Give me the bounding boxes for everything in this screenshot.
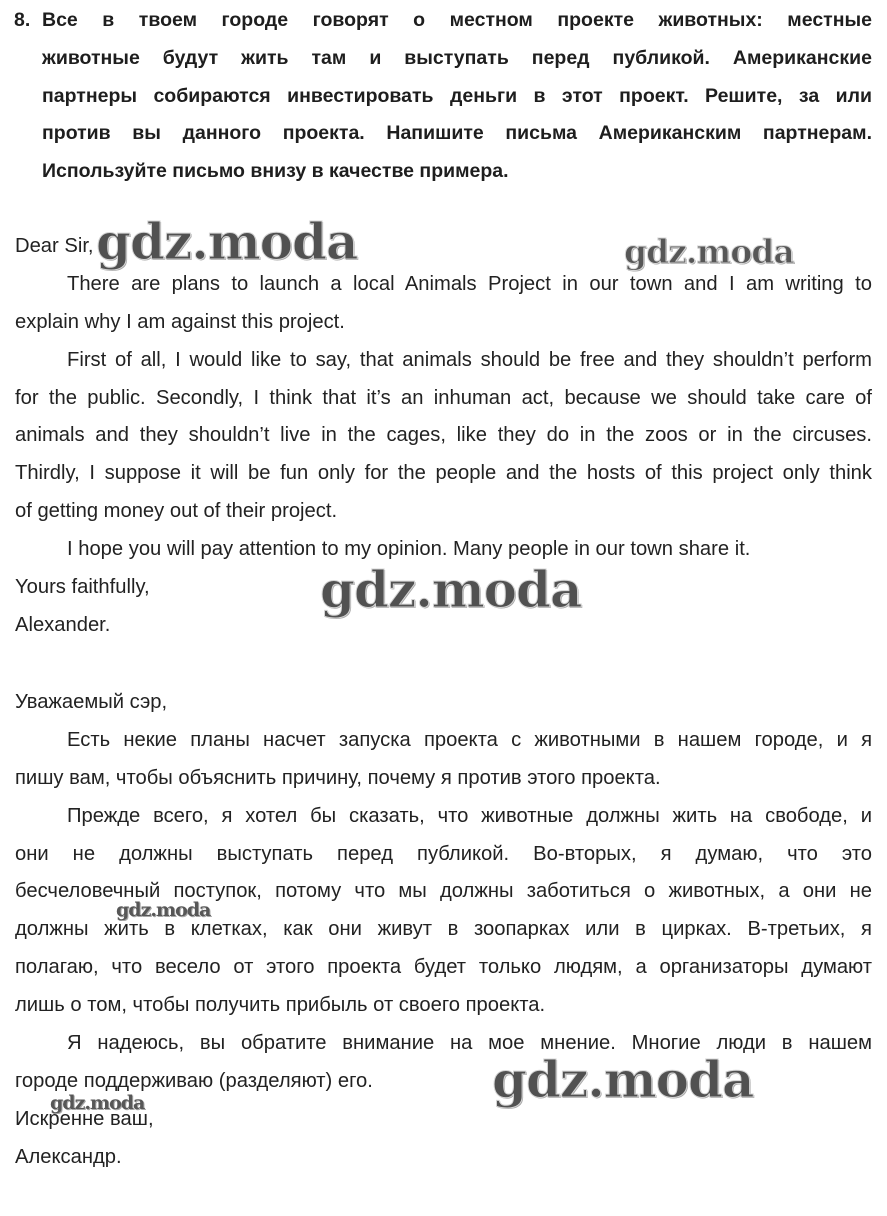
russian-line-4: они не должны выступать перед публикой. Во-вторых, я думаю, что это: [15, 842, 872, 865]
russian-signature: Александр.: [15, 1145, 122, 1168]
task-line-1: 8. Все в твоем городе говорят о местном проекте животных: местные: [14, 2, 872, 40]
russian-line-1: Есть некие планы насчет запуска проекта с животными в нашем городе, и я: [67, 728, 872, 751]
russian-line-9: Я надеюсь, вы обратите внимание на мое мнение. Многие люди в нашем: [67, 1032, 872, 1055]
watermark-logo: gdz.moda: [96, 212, 358, 271]
english-line-5: animals and they shouldn’t live in the cages, like they do in the zoos or in the circuses.: [15, 424, 872, 447]
english-line-4: for the public. Secondly, I think that it’s an inhuman act, because we should take care of: [15, 386, 872, 409]
task-line-4: против вы данного проекта. Напишите письма Американским партнерам.: [42, 122, 872, 145]
watermark-logo: gdz.moda: [624, 232, 794, 271]
russian-line-3: Прежде всего, я хотел бы сказать, что животные должны жить на свободе, и: [67, 804, 872, 827]
russian-line-5: бесчеловечный поступок, потому что мы должны заботиться о животных, а они не: [15, 880, 872, 903]
task-line-2: животные будут жить там и выступать перед публикой. Американские: [42, 46, 872, 69]
watermark-logo: gdz.moda: [50, 1092, 145, 1114]
watermark-logo: gdz.moda: [492, 1050, 754, 1109]
russian-line-7: полагаю, что весело от этого проекта будет только людям, а организаторы думают: [15, 956, 872, 979]
watermark-logo: gdz.moda: [116, 899, 211, 921]
russian-greeting: Уважаемый сэр,: [15, 691, 168, 713]
english-line-8: I hope you will pay attention to my opinion. Many people in our town share it.: [67, 538, 751, 561]
english-line-3: First of all, I would like to say, that animals should be free and they shouldn’t perform: [67, 348, 872, 371]
russian-closing: Искренне ваш,: [15, 1107, 154, 1130]
task-line-3: партнеры собираются инвестировать деньги в этот проект. Решите, за или: [42, 84, 872, 107]
english-closing: Yours faithfully,: [15, 576, 150, 599]
english-line-1: There are plans to launch a local Animals Project in our town and I am writing to: [67, 272, 872, 295]
russian-line-6: должны жить в клетках, как они живут в зоопарках или в цирках. В-третьих, я: [15, 918, 872, 941]
russian-line-8: лишь о том, чтобы получить прибыль от своего проекта.: [15, 994, 546, 1017]
english-line-6: Thirdly, I suppose it will be fun only for the people and the hosts of this project only think: [15, 462, 872, 485]
task-number: 8.: [14, 9, 31, 31]
russian-line-10: городе поддерживаю (разделяют) его.: [15, 1069, 373, 1092]
english-line-2: explain why I am against this project.: [15, 310, 345, 333]
watermark-logo: gdz.moda: [320, 560, 582, 619]
english-greeting: Dear Sir,: [15, 235, 94, 257]
russian-line-2: пишу вам, чтобы объяснить причину, почему я против этого проекта.: [15, 766, 661, 789]
task-line-5: Используйте письмо внизу в качестве примера.: [42, 160, 509, 183]
task-instructions: [14, 2, 872, 191]
english-line-7: of getting money out of their project.: [15, 500, 338, 523]
english-signature: Alexander.: [15, 613, 111, 636]
